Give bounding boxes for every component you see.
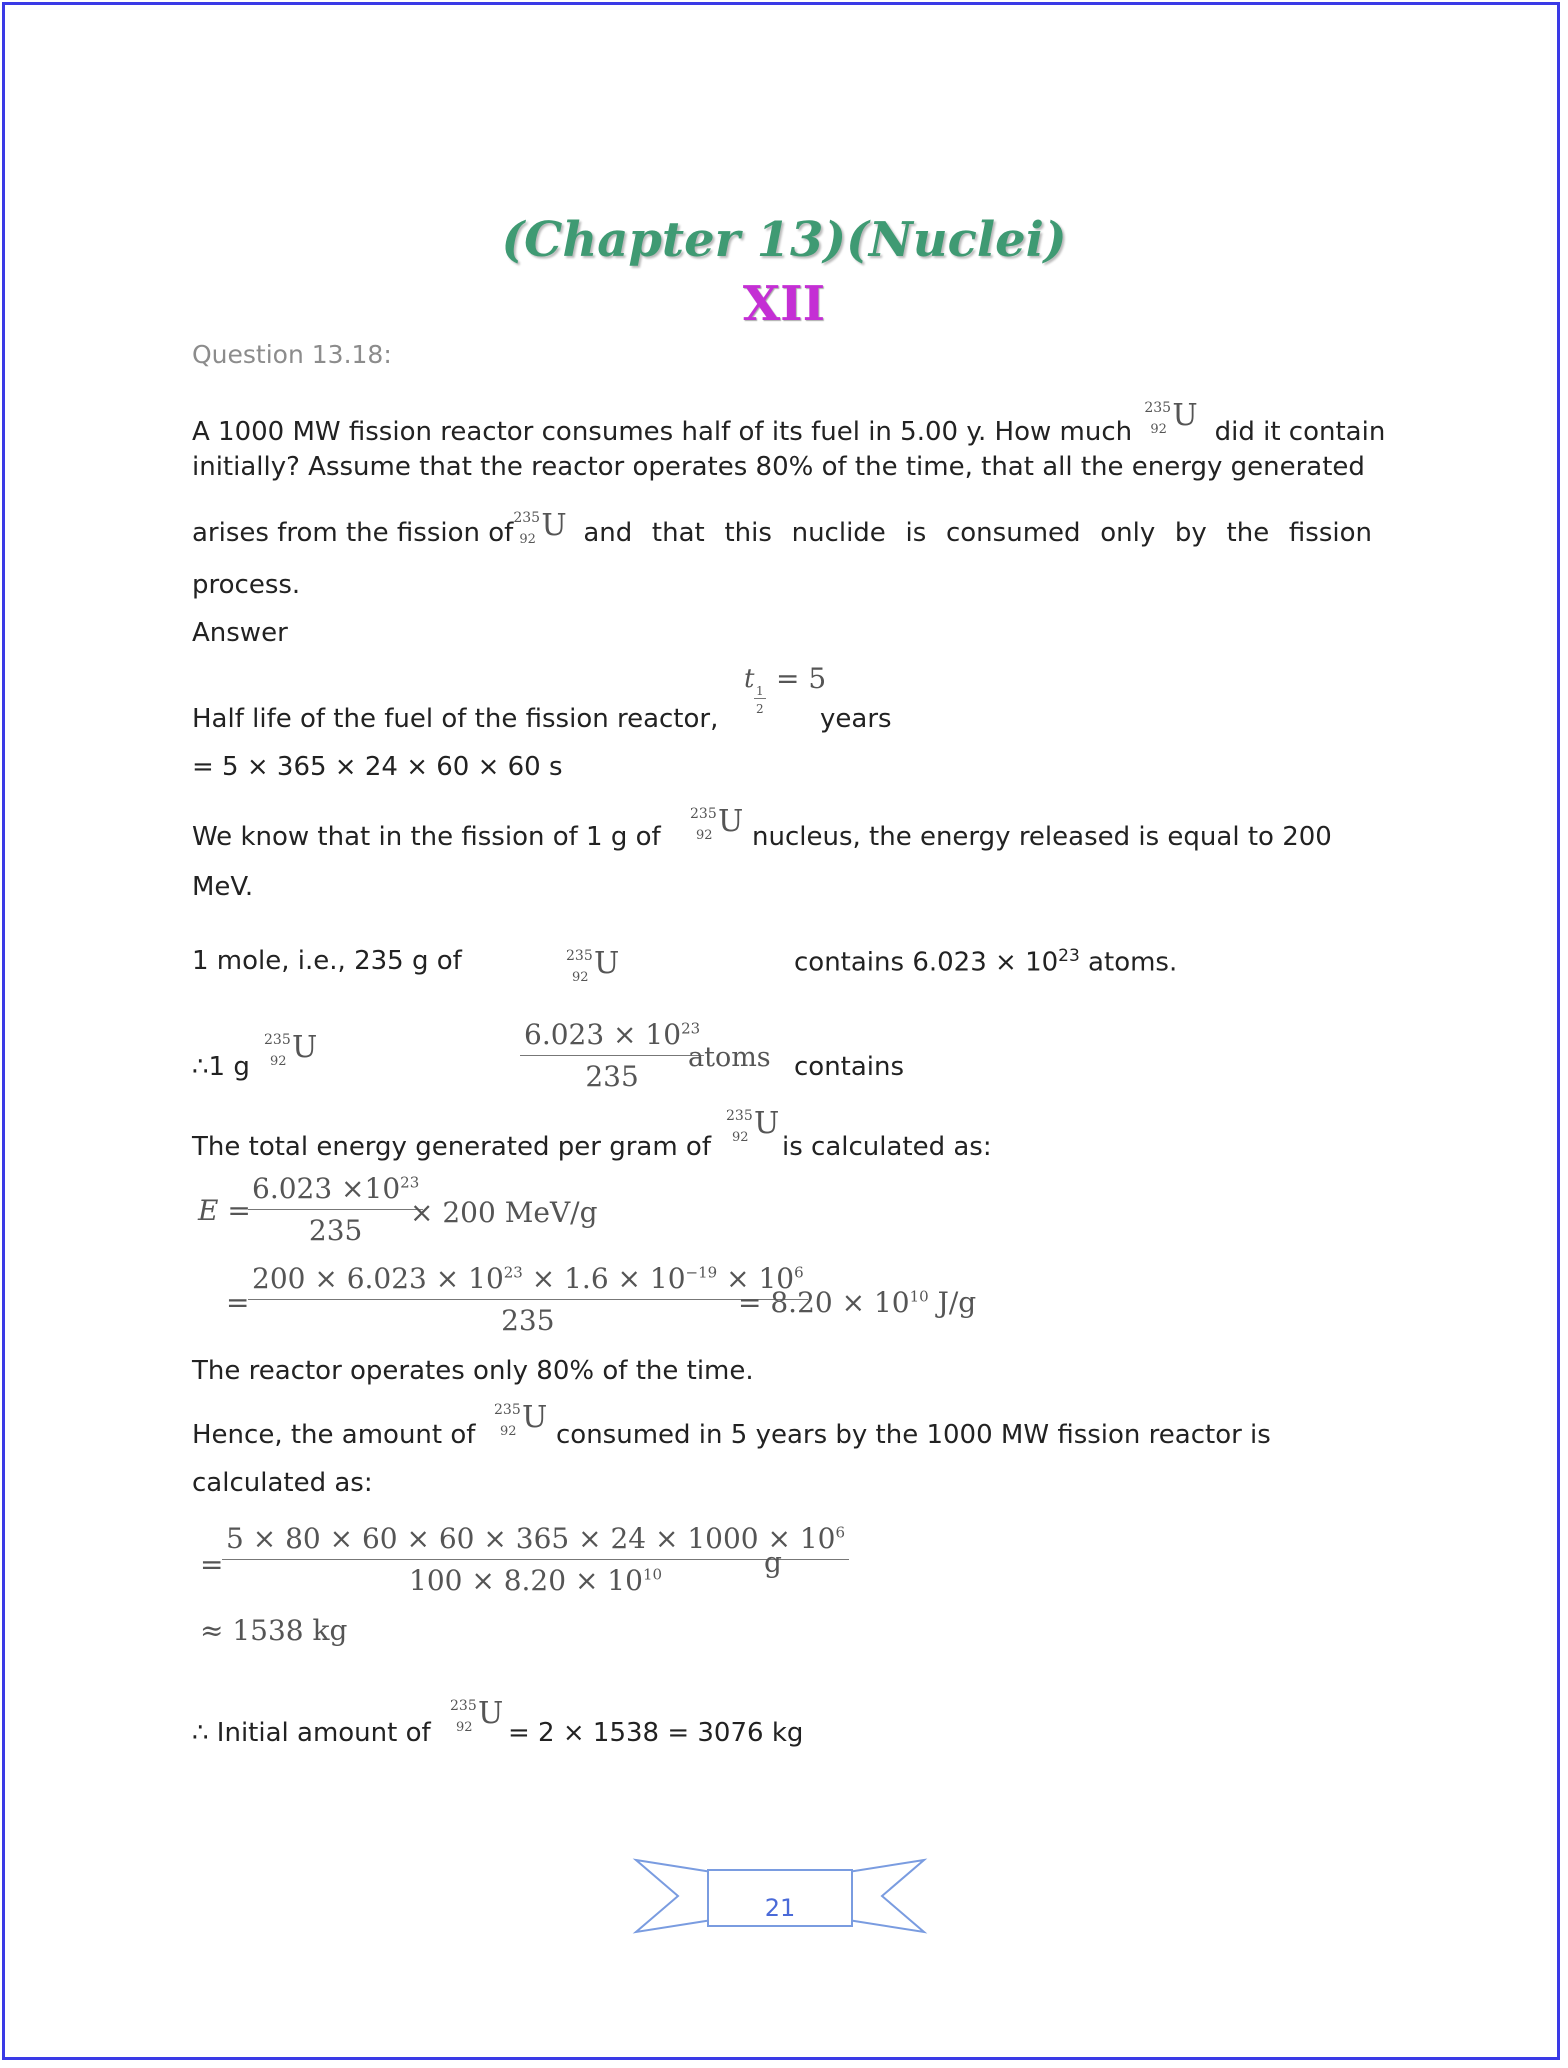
eq2-den: 235: [501, 1304, 555, 1337]
chapter-title: (Chapter 13)(Nuclei): [501, 212, 1067, 268]
question-label: Question 13.18:: [192, 340, 392, 369]
half-life-unit: years: [820, 704, 892, 734]
u235-nuclide: 235 92 U: [513, 508, 567, 547]
per-gram-fraction: [520, 1018, 704, 1093]
eq2-fraction: [248, 1262, 808, 1337]
u235-nuclide: 235 92 U: [264, 1030, 318, 1069]
eq3-unit: g: [764, 1546, 782, 1579]
half-life-t: t: [744, 664, 755, 694]
question-line-3-rest: and that this nuclide is consumed only by the fission: [583, 518, 1372, 548]
mole-text-b: contains $6.023 \times 10^{23}$ atoms.: [794, 946, 1178, 978]
fission-text-c: MeV.: [192, 872, 254, 902]
answer-label: Answer: [192, 618, 288, 648]
half-life-text: Half life of the fuel of the fission reactor,: [192, 704, 719, 734]
hence-text-b: consumed in 5 years by the 1000 MW fission reactor is: [556, 1420, 1271, 1450]
eq3-den: $100 \times 8.20 \times 10^{10}$: [409, 1564, 663, 1597]
eq3-eq: =: [200, 1548, 224, 1581]
question-line-4: process.: [192, 570, 301, 600]
eq1-rhs: × 200 MeV/g: [410, 1196, 598, 1229]
mole-text-a: 1 mole, i.e., 235 g of: [192, 946, 462, 976]
hence-text-c: calculated as:: [192, 1468, 373, 1498]
half-life-sub-den: 2: [756, 702, 764, 716]
energy-text-b: is calculated as:: [782, 1132, 992, 1162]
u235-nuclide: 235 92 U: [494, 1400, 548, 1439]
fission-text-a: We know that in the fission of 1 g of: [192, 822, 661, 852]
eq1-lhs: E =: [198, 1194, 251, 1227]
initial-text-b: = 2 × 1538 = 3076 kg: [508, 1718, 804, 1748]
per-gram-unit: atoms: [688, 1042, 771, 1073]
per-gram-den: 235: [585, 1060, 639, 1093]
eq3-num: $5 \times 80 \times 60 \times 60 \times 365 \times 24 \times 1000 \times 10^6$: [222, 1522, 849, 1560]
question-line-3: arises from the fission of 235 92 U and that this nuclide is consumed only by the fission: [192, 510, 1372, 556]
u235-nuclide: 235 92 U: [1144, 398, 1198, 437]
per-gram-num: $6.023 \times 10^{23}$: [520, 1018, 704, 1056]
seconds-line: = 5 × 365 × 24 × 60 × 60 s: [192, 752, 563, 782]
eq2-eq: =: [226, 1286, 250, 1319]
half-life-sub-bar: [754, 698, 766, 699]
u235-nuclide: 235 92 U: [566, 946, 620, 985]
per-gram-contains: contains: [794, 1052, 905, 1082]
u235-nuclide: 235 92 U: [690, 804, 744, 843]
eq1-fraction: [248, 1172, 423, 1247]
eq3-fraction: [222, 1522, 849, 1597]
eq2-rhs: = $8.20 \times 10^{10}$ J/g: [738, 1286, 977, 1319]
eq1-num: $6.023 \times 10^{23}$: [248, 1172, 423, 1210]
approx-result: ≈ 1538 kg: [200, 1614, 348, 1647]
half-life-sub-num: 1: [756, 684, 764, 698]
energy-text-a: The total energy generated per gram of: [192, 1132, 711, 1162]
fission-text-b: nucleus, the energy released is equal to 200: [752, 822, 1332, 852]
operates-text: The reactor operates only 80% of the time.: [192, 1356, 754, 1386]
question-line-2: initially? Assume that the reactor operates 80% of the time, that all the energy generated: [192, 452, 1365, 482]
class-label: XII: [742, 276, 826, 332]
eq2-num: $200 \times 6.023 \times 10^{23} \times 1.6 \times 10^{-19} \times 10^6$: [248, 1262, 808, 1300]
hence-text-a: Hence, the amount of: [192, 1420, 476, 1450]
eq1-den: 235: [308, 1214, 363, 1247]
u235-nuclide: 235 92 U: [450, 1696, 504, 1735]
half-life-eq: = 5: [776, 662, 827, 695]
page-number: 21: [764, 1894, 796, 1922]
question-line-1: A 1000 MW fission reactor consumes half of its fuel in 5.00 y. How much 235 92 U did it contain: [192, 398, 1386, 447]
u235-nuclide: 235 92 U: [726, 1106, 780, 1145]
initial-text-a: ∴ Initial amount of: [192, 1718, 431, 1748]
per-gram-prefix: ∴1 g: [192, 1052, 250, 1082]
